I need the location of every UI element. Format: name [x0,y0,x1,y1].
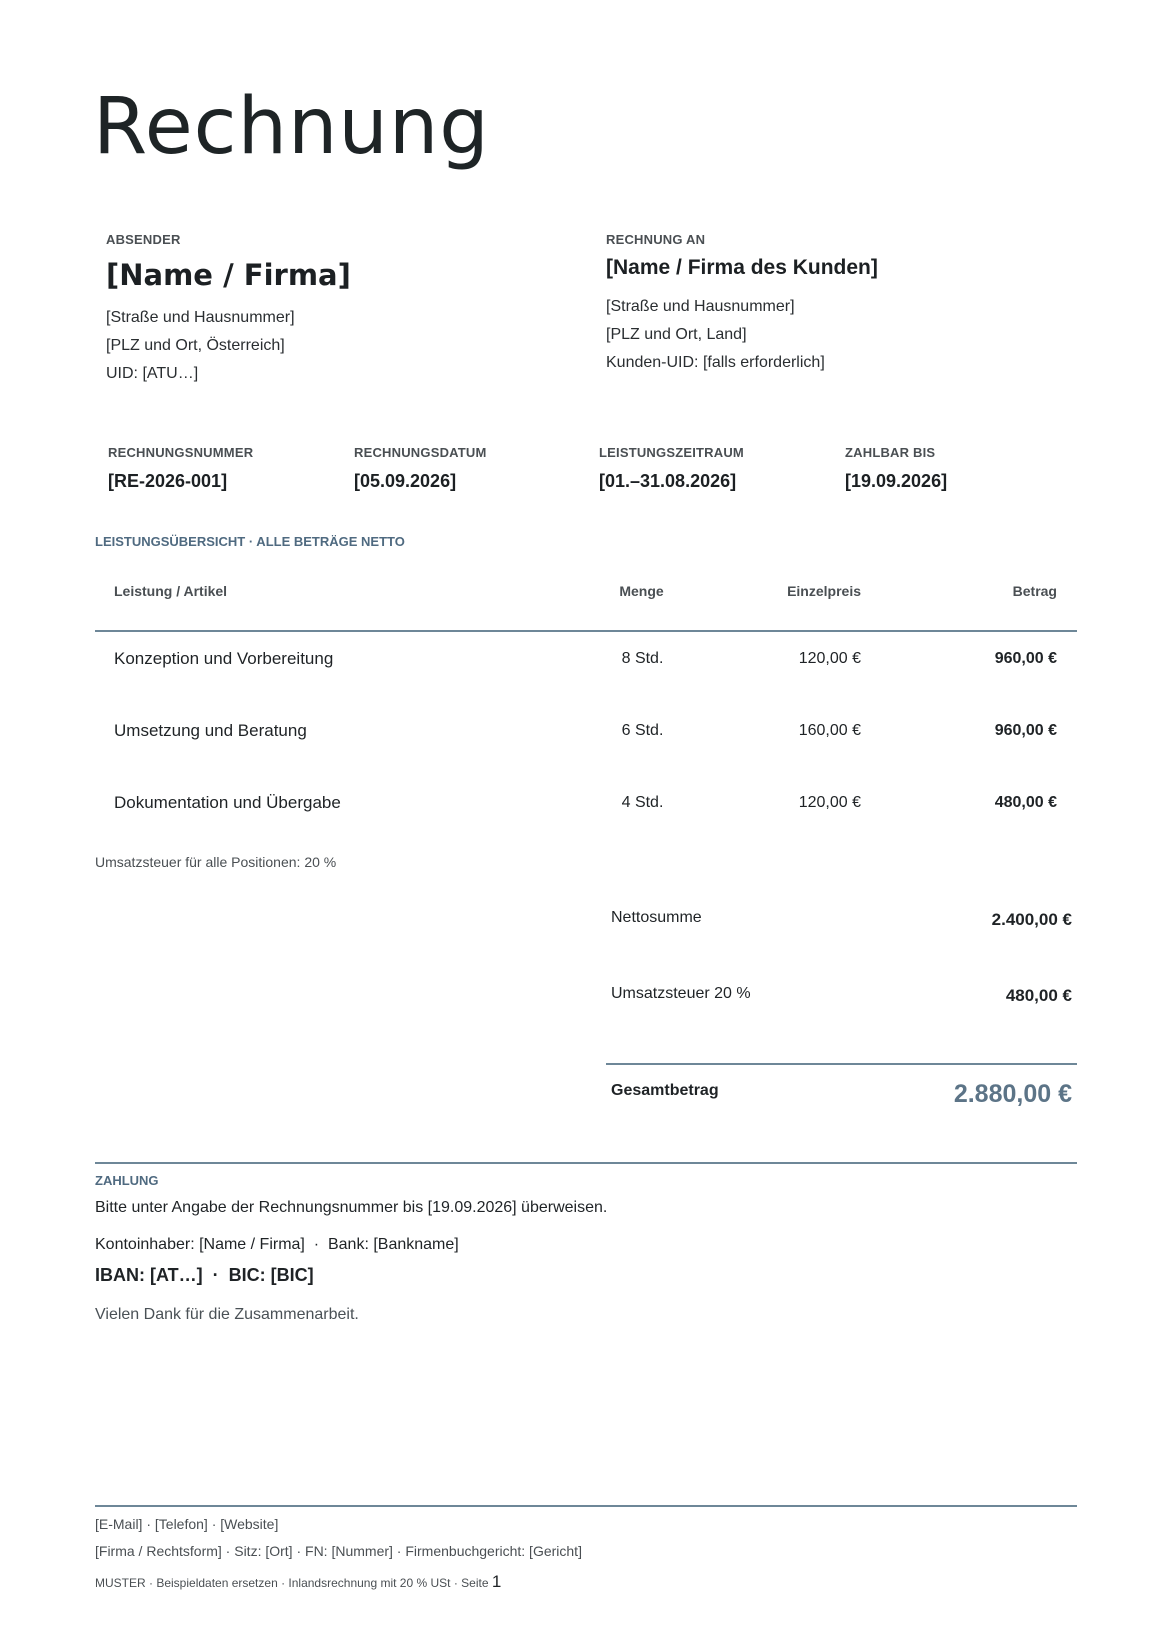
recipient-name: [Name / Firma des Kunden] [606,256,878,279]
page-number: 1 [491,1572,502,1591]
due-date-label: ZAHLBAR BIS [845,445,936,460]
footer-contact: [E-Mail] · [Telefon] · [Website] [95,1516,279,1532]
thank-you-note: Vielen Dank für die Zusammenarbeit. [95,1306,359,1323]
invoice-title: Rechnung [93,82,490,172]
table-row-item: Konzeption und Vorbereitung [114,649,334,668]
vat-total-label: Umsatzsteuer 20 % [611,985,751,1002]
table-row-unit-price: 120,00 € [798,650,861,667]
iban-bic: IBAN: [AT…] · BIC: [BIC] [95,1265,314,1285]
table-section-label: LEISTUNGSÜBERSICHT · ALLE BETRÄGE NETTO [95,534,405,549]
recipient-uid: Kunden-UID: [falls erforderlich] [606,354,825,371]
service-period-label: LEISTUNGSZEITRAUM [599,445,744,460]
sender-label: ABSENDER [106,232,181,247]
bank-account-info: Kontoinhaber: [Name / Firma] · Bank: [Bankname] [95,1236,459,1253]
payment-divider [95,1162,1077,1164]
net-total-label: Nettosumme [611,909,702,926]
table-row-qty: 6 Std. [621,722,664,739]
invoice-number-label: RECHNUNGSNUMMER [108,445,254,460]
table-row-amount: 960,00 € [994,722,1057,739]
table-row-amount: 960,00 € [994,650,1057,667]
sender-street: [Straße und Hausnummer] [106,309,295,326]
footer-divider [95,1505,1077,1507]
table-row-qty: 8 Std. [621,650,664,667]
col-header-item: Leistung / Artikel [114,583,228,599]
recipient-label: RECHNUNG AN [606,232,706,247]
sender-city: [PLZ und Ort, Österreich] [106,337,285,354]
col-header-unit-price: Einzelpreis [787,583,861,599]
invoice-number-value: [RE-2026-001] [108,471,228,491]
sender-address [106,304,295,388]
service-period-value: [01.–31.08.2026] [599,471,737,491]
recipient-city: [PLZ und Ort, Land] [606,326,747,343]
table-row-item: Umsetzung und Beratung [114,721,307,740]
invoice-date-label: RECHNUNGSDATUM [354,445,487,460]
vat-note: Umsatzsteuer für alle Positionen: 20 % [95,854,337,870]
totals-divider [606,1063,1077,1065]
footer-company: [Firma / Rechtsform] · Sitz: [Ort] · FN: [Nummer] · Firmenbuchgericht: [Gericht] [95,1543,582,1559]
footer-note-text: MUSTER · Beispieldaten ersetzen · Inlandsrechnung mit 20 % USt · Seite [95,1576,489,1590]
col-header-amount: Betrag [1012,583,1057,599]
sender-uid: UID: [ATU…] [106,365,199,382]
invoice-date-value: [05.09.2026] [354,471,457,491]
table-row-unit-price: 120,00 € [798,794,861,811]
footer-note [95,1572,501,1592]
sender-name: [Name / Firma] [106,258,351,292]
payment-instruction: Bitte unter Angabe der Rechnungsnummer bis [19.09.2026] überweisen. [95,1199,608,1216]
recipient-street: [Straße und Hausnummer] [606,298,795,315]
table-header-divider [95,630,1077,632]
grand-total-label: Gesamtbetrag [611,1082,719,1099]
table-row-amount: 480,00 € [994,794,1057,811]
due-date-value: [19.09.2026] [845,471,948,491]
vat-total-value: 480,00 € [1005,986,1072,1005]
recipient-address [606,293,825,377]
table-row-unit-price: 160,00 € [798,722,861,739]
payment-label: ZAHLUNG [95,1173,159,1188]
grand-total-value: 2.880,00 € [953,1080,1072,1108]
table-row-item: Dokumentation und Übergabe [114,793,341,812]
table-row-qty: 4 Std. [621,794,664,811]
net-total-value: 2.400,00 € [991,910,1072,929]
col-header-qty: Menge [619,583,664,599]
